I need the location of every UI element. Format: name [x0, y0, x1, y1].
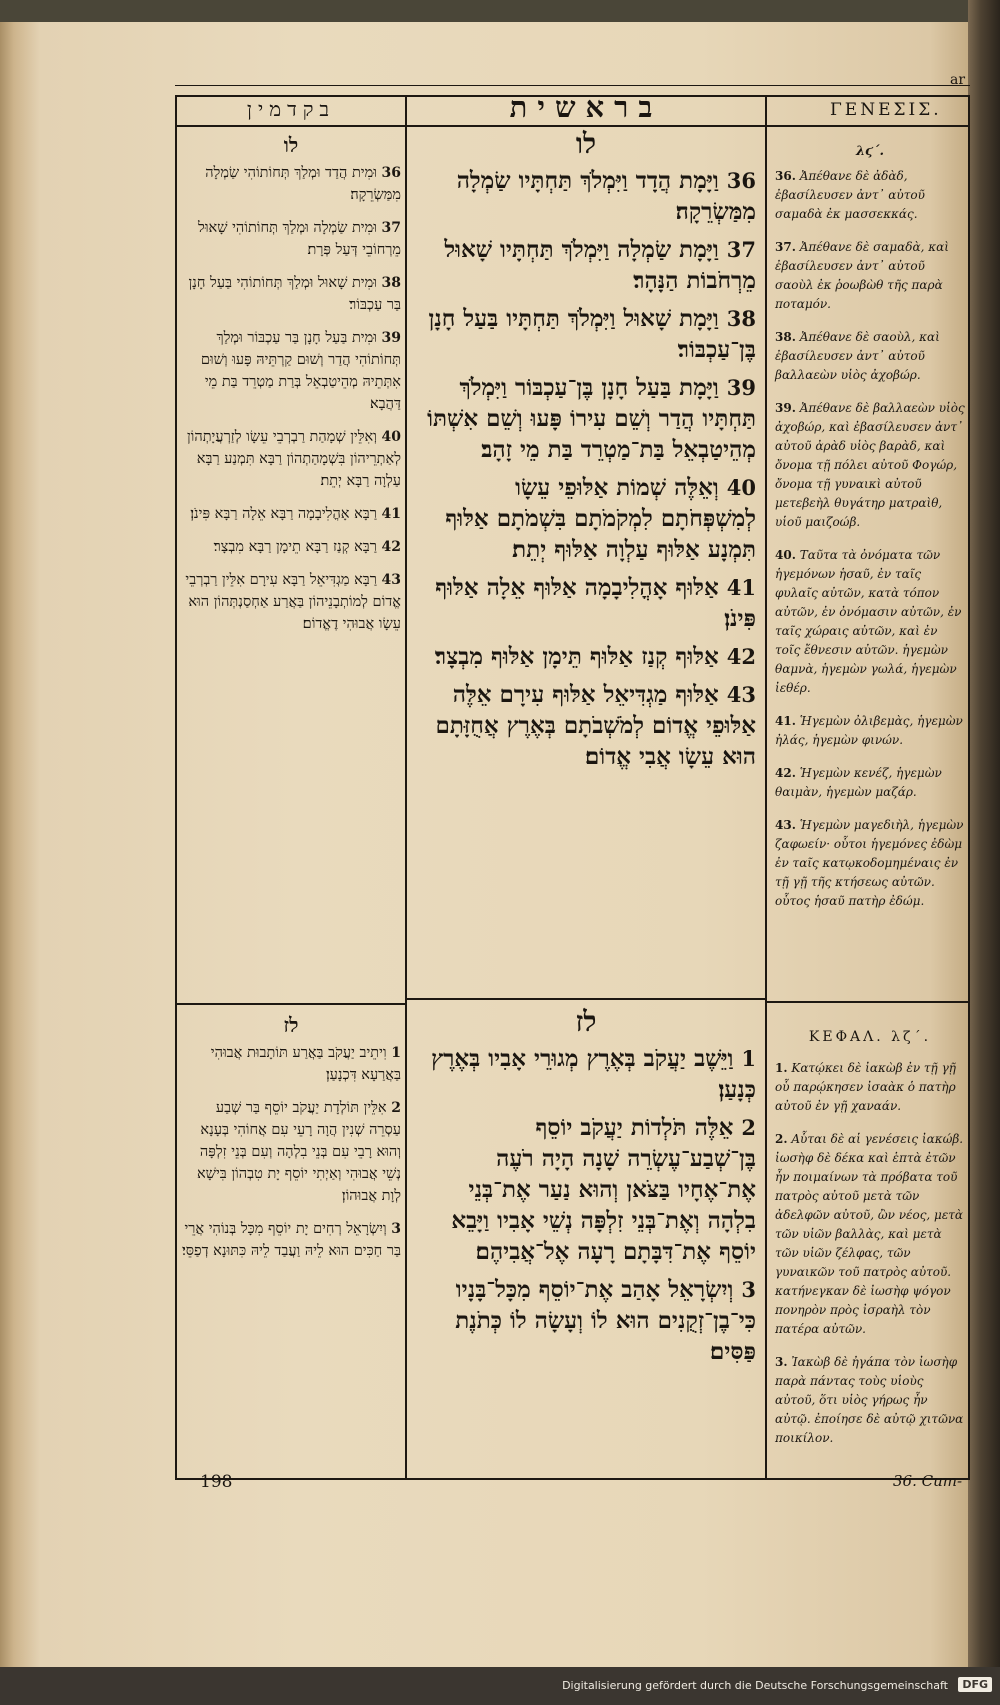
targum-verse-text: וּמִית שַׂמְלָה וּמְלַךְ תְּחוֹתוֹהִי שָׁאוּל מֵרְחוֹבֵי דְּעַל פְּרָת׃ [198, 220, 401, 258]
targum-verse [181, 426, 401, 492]
greek-verse-text: Ἡγεμὼν ὀλιβεμὰς, ἡγεμὼν ἠλάς, ἡγεμὼν φινών. [775, 714, 963, 747]
greek-verse [775, 764, 965, 802]
hebrew-verse [416, 472, 756, 565]
targum-verse-number: 41 [381, 506, 401, 522]
targum-verse-number: 43 [381, 572, 401, 588]
greek-running-head: ΓΕΝΕΣΙΣ. [830, 100, 942, 120]
hebrew-verse-number: 37 [726, 237, 756, 262]
hebrew-verse [416, 641, 756, 672]
greek-verse-number: 38. [775, 330, 796, 344]
catchword: 36. Cum- [893, 1472, 963, 1490]
targum-verse-text: אִלֵּין תּוֹלְדָת יַעֲקֹב יוֹסֵף בַּר שְׁבַע עַסְרֵה שְׁנִין הֲוָה רָעֵי עִם אֲחוֹהִי בְּעָנָא וְהוּא רָבֵי עִם בְּנֵי בִלְהָה וְעִם בְּנֵי זִלְפָּה נְשֵׁי אֲבוּהִי וְאַיְתִי יוֹסֵף יָת טִבְהוֹן בִּישָׁא לְוָת אֲבוּהוֹן׃ [196, 1100, 401, 1204]
hebrew-verse [416, 234, 756, 296]
hebrew-verse [416, 165, 756, 227]
greek-verse-text: Ἀπέθανε δὲ βαλλαεὼν υἱὸς ἀχοβώρ, καὶ ἐβασίλευσεν ἀντ᾽ αὐτοῦ ἀρὰδ υἱὸς βαρὰδ, καὶ ὄνομα τῇ πόλει αὐτοῦ Φογώρ, ὄνομα τῇ γυναικὶ αὐτοῦ μετεβεὴλ θυγάτηρ ματραὶθ, υἱοῦ μαιζοώβ. [775, 401, 965, 529]
greek-verse-number: 43. [775, 818, 796, 832]
greek-verse [775, 328, 965, 385]
targum-verse-text: וּמִית שָׁאוּל וּמְלַךְ תְּחוֹתוֹהִי בַּעַל חָנָן בַּר עַכְבּוֹר׃ [188, 275, 401, 313]
hebrew-verse-number: 40 [726, 475, 756, 500]
greek-verse-text: Ἀπέθανε δὲ ἀδὰδ, ἐβασίλευσεν ἀντ᾽ αὐτοῦ σαμαδὰ ἐκ μασσεκκάς. [775, 169, 925, 221]
greek-verse-text: Ἰακὼβ δὲ ἠγάπα τὸν ἰωσὴφ παρὰ πάντας τοὺς υἱοὺς αὐτοῦ, ὅτι υἱὸς γήρως ἦν αὐτῷ. ἐποίησε δὲ αὐτῷ χιτῶνα ποικίλον. [775, 1355, 964, 1445]
targum-chapter-rule [175, 1003, 405, 1005]
targum-verse-text: וִיתֵיב יַעֲקֹב בַּאֲרַע תּוֹתָבוּת אֲבוּהִי בַּאֲרַעָא דִּכְנָעַן׃ [210, 1045, 401, 1083]
targum-verse [181, 162, 401, 206]
scan-top-border [0, 0, 1000, 22]
corner-mark: ar [950, 72, 966, 88]
greek-chapter-36: λϛ΄. [855, 144, 885, 159]
column-divider-left [405, 95, 407, 1480]
targum-verse-number: 37 [381, 220, 401, 236]
hebrew-verse [416, 1112, 756, 1267]
digitization-footer [0, 1667, 1000, 1705]
hebrew-verse-text: וַיָּמָת שָׁאוּל וַיִּמְלֹךְ תַּחְתָּיו בַּעַל חָנָן בֶּן־עַכְבּוֹר׃ [428, 305, 756, 363]
targum-verse-number: 39 [381, 330, 401, 346]
hebrew-verse-text: וַיָּמָת שַׂמְלָה וַיִּמְלֹךְ תַּחְתָּיו שָׁאוּל מֵרְחֹבוֹת הַנָּהָר׃ [444, 236, 756, 294]
greek-verse-number: 39. [775, 401, 796, 415]
targum-verse-text: וְאִלֵּין שְׁמָהַת רַבְרְבֵי עֵשָׂו לְזַרְעֲיָתְהוֹן לְאַתְרֵיהוֹן בִּשְׁמָהַתְהוֹן רַבָּא תִּמְנַע רַבָּא עַלְוָה רַבָּא יְתֵת׃ [186, 429, 401, 489]
targum-verse [181, 1042, 401, 1086]
hebrew-verse-number: 38 [726, 306, 756, 331]
targum-column-top [181, 132, 401, 646]
greek-verse [775, 816, 965, 911]
targum-running-head: בקדמין [246, 97, 336, 121]
column-divider-right [765, 95, 767, 1480]
targum-verse-text: רַבָּא קְנַז רַבָּא תֵימָן רַבָּא מִבְצָר׃ [213, 539, 377, 555]
greek-verse-text: Ἡγεμὼν κενέζ, ἡγεμὼν θαιμὰν, ἡγεμὼν μαζάρ. [775, 766, 942, 799]
header-rule [175, 85, 970, 86]
page-number: 198 [200, 1472, 233, 1492]
greek-verse [775, 238, 965, 314]
book-spine [968, 0, 1000, 1705]
hebrew-verse-number: 2 [741, 1115, 756, 1140]
targum-verse-number: 2 [391, 1100, 401, 1116]
hebrew-running-head: בראשית [509, 90, 663, 124]
greek-verse [775, 167, 965, 224]
hebrew-verse-number: 39 [726, 375, 756, 400]
funding-credit: Digitalisierung gefördert durch die Deutsche Forschungsgemeinschaft [562, 1679, 948, 1692]
greek-verse [775, 546, 965, 698]
greek-verse-number: 3. [775, 1355, 788, 1369]
targum-verse-text: וּמִית בַּעַל חָנָן בַּר עַכְבּוֹר וּמְלַךְ תְּחוֹתוֹהִי הֲדַר וְשׁוּם קַרְתֵּיהּ פָּעוּ וְשׁוּם אִתְּתֵיהּ מְהֵיטַבְאֵל בְּרַת מַטְרֵד בַּת מֵי דַּהֲבָא׃ [200, 330, 401, 412]
hebrew-verse-text: וַיָּמָת הֲדָד וַיִּמְלֹךְ תַּחְתָּיו שַׂמְלָה מִמַּשְׂרֵקָה׃ [456, 167, 756, 225]
hebrew-verse-text: אַלּוּף קְנַז אַלּוּף תֵּימָן אַלּוּף מִבְצָר׃ [434, 643, 719, 670]
greek-verse-number: 2. [775, 1132, 788, 1146]
greek-verse-number: 37. [775, 240, 796, 254]
targum-verse [181, 536, 401, 558]
hebrew-verse [416, 572, 756, 634]
greek-column-top [775, 142, 965, 925]
hebrew-chapter-37: לז [575, 1005, 597, 1038]
hebrew-verse-text: אַלּוּף מַגְדִּיאֵל אַלּוּף עִירָם אֵלֶּה אַלּוּפֵי אֱדוֹם לְמֹשְׁבֹתָם בְּאֶרֶץ אֲחֻזָּתָם הוּא עֵשָׂו אֲבִי אֱדוֹם׃ [435, 681, 756, 770]
greek-verse-text: Κατῴκει δὲ ἰακὼβ ἐν τῇ γῇ οὗ παρῴκησεν ἰσαὰκ ὁ πατὴρ αὐτοῦ ἐν γῇ χαναάν. [775, 1061, 956, 1113]
targum-verse [181, 272, 401, 316]
greek-verse-number: 42. [775, 766, 796, 780]
hebrew-verse-number: 36 [726, 168, 756, 193]
targum-verse-number: 40 [381, 429, 401, 445]
hebrew-verse [416, 1043, 756, 1105]
hebrew-chapter-rule [405, 998, 765, 1000]
targum-verse-text: רַבָּא מַגְדִּיאֵל רַבָּא עִירָם אִלֵּין רַבְרְבֵי אֱדוֹם לְמוֹתְבָנֵיהוֹן בַּאֲרַע אַחְסַנְתְּהוֹן הוּא עֵשָׂו אֲבוּהִי דֶאֱדוֹם׃ [185, 572, 401, 632]
targum-verse [181, 1097, 401, 1207]
greek-verse [775, 1059, 965, 1116]
targum-chapter-36: לו [283, 133, 299, 157]
greek-verse-number: 40. [775, 548, 796, 562]
greek-verse-text: Ἡγεμὼν μαγεδιὴλ, ἡγεμὼν ζαφωείν· οὗτοι ἡγεμόνες ἐδὼμ ἐν ταῖς κατῳκοδομημέναις ἐν τῇ γῇ τῆς κτήσεως αὐτῶν. οὗτος ἡσαῦ πατὴρ ἐδώμ. [775, 818, 964, 908]
greek-chapter-rule [765, 1001, 970, 1003]
targum-verse-number: 36 [381, 165, 401, 181]
greek-verse-text: Αὗται δὲ αἱ γενέσεις ἰακώβ. ἰωσὴφ δὲ δέκα καὶ ἑπτὰ ἐτῶν ἦν ποιμαίνων τὰ πρόβατα τοῦ πατρὸς αὐτοῦ μετὰ τῶν ἀδελφῶν αὐτοῦ, ὢν νέος, μετὰ τῶν υἱῶν βαλλὰς, καὶ μετὰ τῶν υἱῶν ζέλφας, τῶν γυναικῶν τοῦ πατρὸς αὐτοῦ. κατήνεγκαν δὲ ἰωσὴφ ψόγον πονηρὸν πρὸς ἰσραὴλ τὸν πατέρα αὐτῶν. [775, 1132, 964, 1336]
hebrew-verse-text: אַלּוּף אָהֳלִיבָמָה אַלּוּף אֵלָה אַלּוּף פִּינֹן׃ [435, 574, 756, 632]
greek-chapter-37: ΚΕΦΑΛ. λζ΄. [808, 1029, 932, 1045]
greek-verse-text: Ταῦτα τὰ ὀνόματα τῶν ἡγεμόνων ἡσαῦ, ἐν ταῖς φυλαῖς αὐτῶν, κατὰ τόπον αὐτῶν, ἐν ὀνόμασιν αὐτῶν, ἐν ταῖς χώραις αὐτῶν, καὶ ἐν τοῖς ἔθνεσιν αὐτῶν. ἡγεμὼν θαμνὰ, ἡγεμὼν γωλά, ἡγεμὼν ἰεθέρ. [775, 548, 962, 695]
greek-verse [775, 712, 965, 750]
targum-verse-number: 3 [391, 1221, 401, 1237]
hebrew-verse-number: 43 [726, 682, 756, 707]
greek-verse-number: 1. [775, 1061, 788, 1075]
targum-chapter-37: לז [283, 1013, 299, 1037]
hebrew-verse-text: וַיָּמָת בַּעַל חָנָן בֶּן־עַכְבּוֹר וַיִּמְלֹךְ תַּחְתָּיו הֲדַר וְשֵׁם עִירוֹ פָּעוּ וְשֵׁם אִשְׁתּוֹ מְהֵיטַבְאֵל בַּת־מַטְרֵד בַּת מֵי זָהָב׃ [427, 374, 756, 463]
targum-verse [181, 217, 401, 261]
greek-verse-number: 36. [775, 169, 796, 183]
targum-verse [181, 503, 401, 525]
hebrew-column-bottom [416, 1006, 756, 1374]
hebrew-verse [416, 679, 756, 772]
hebrew-column-top [416, 128, 756, 779]
targum-column-bottom [181, 1012, 401, 1273]
greek-verse [775, 399, 965, 532]
hebrew-verse-text: וַיֵּשֶׁב יַעֲקֹב בְּאֶרֶץ מְגוּרֵי אָבִיו בְּאֶרֶץ כְּנָעַן׃ [431, 1045, 756, 1103]
hebrew-verse-number: 1 [741, 1046, 756, 1071]
targum-verse-text: וּמִית הֲדַד וּמְלַךְ תְּחוֹתוֹהִי שַׂמְלָה מִמַּשְׂרֵקָה׃ [205, 165, 401, 203]
greek-verse-text: Ἀπέθανε δὲ σαοὺλ, καὶ ἐβασίλευσεν ἀντ᾽ αὐτοῦ βαλλαεὼν υἱὸς ἀχοβώρ. [775, 330, 940, 382]
targum-verse-number: 38 [381, 275, 401, 291]
hebrew-verse [416, 372, 756, 465]
targum-verse-text: רַבָּא אָהֳלִיבָמָה רַבָּא אֵלָה רַבָּא פִּינֹן׃ [190, 506, 377, 522]
hebrew-verse [416, 1274, 756, 1367]
targum-verse [181, 327, 401, 415]
hebrew-verse-text: אֵלֶּה תֹּלְדוֹת יַעֲקֹב יוֹסֵף בֶּן־שְׁבַע־עֶשְׂרֵה שָׁנָה הָיָה רֹעֶה אֶת־אֶחָיו בַּצֹּאן וְהוּא נַעַר אֶת־בְּנֵי בִלְהָה וְאֶת־בְּנֵי זִלְפָּה נְשֵׁי אָבִיו וַיָּבֵא יוֹסֵף אֶת־דִּבָּתָם רָעָה אֶל־אֲבִיהֶם׃ [451, 1114, 756, 1265]
greek-verse-text: Ἀπέθανε δὲ σαμαδὰ, καὶ ἐβασίλευσεν ἀντ᾽ αὐτοῦ σαοὺλ ἐκ ῥοωβὼθ τῆς παρὰ ποταμόν. [775, 240, 949, 311]
hebrew-verse-number: 3 [741, 1277, 756, 1302]
dfg-logo: DFG [958, 1677, 992, 1692]
targum-verse-number: 42 [381, 539, 401, 555]
targum-verse [181, 1218, 401, 1262]
targum-verse [181, 569, 401, 635]
greek-verse-number: 41. [775, 714, 796, 728]
greek-column-bottom [775, 1028, 965, 1462]
hebrew-verse-text: וְיִשְׂרָאֵל אָהַב אֶת־יוֹסֵף מִכָּל־בָּנָיו כִּי־בֶן־זְקֻנִים הוּא לוֹ וְעָשָׂה לוֹ כְּתֹנֶת פַּסִּים׃ [455, 1276, 756, 1365]
header-rule-bottom [175, 125, 970, 127]
hebrew-verse-number: 41 [726, 575, 756, 600]
hebrew-verse [416, 303, 756, 365]
hebrew-verse-text: וְאֵלֶּה שְׁמוֹת אַלּוּפֵי עֵשָׂו לְמִשְׁפְּחֹתָם לִמְקֹמֹתָם בִּשְׁמֹתָם אַלּוּף תִּמְנָע אַלּוּף עַלְוָה אַלּוּף יְתֵת׃ [445, 474, 756, 563]
hebrew-verse-number: 42 [726, 644, 756, 669]
greek-verse [775, 1130, 965, 1339]
hebrew-chapter-36: לו [575, 127, 597, 160]
targum-verse-number: 1 [391, 1045, 401, 1061]
targum-verse-text: וְיִשְׂרָאֵל רְחִים יָת יוֹסֵף מִכָּל בְּנוֹהִי אֲרֵי בַּר חַכִּים הוּא לֵיהּ וַעֲבַד לֵיהּ כִּתּוּנָא דְפַסֵּי׃ [181, 1221, 401, 1259]
greek-verse [775, 1353, 965, 1448]
